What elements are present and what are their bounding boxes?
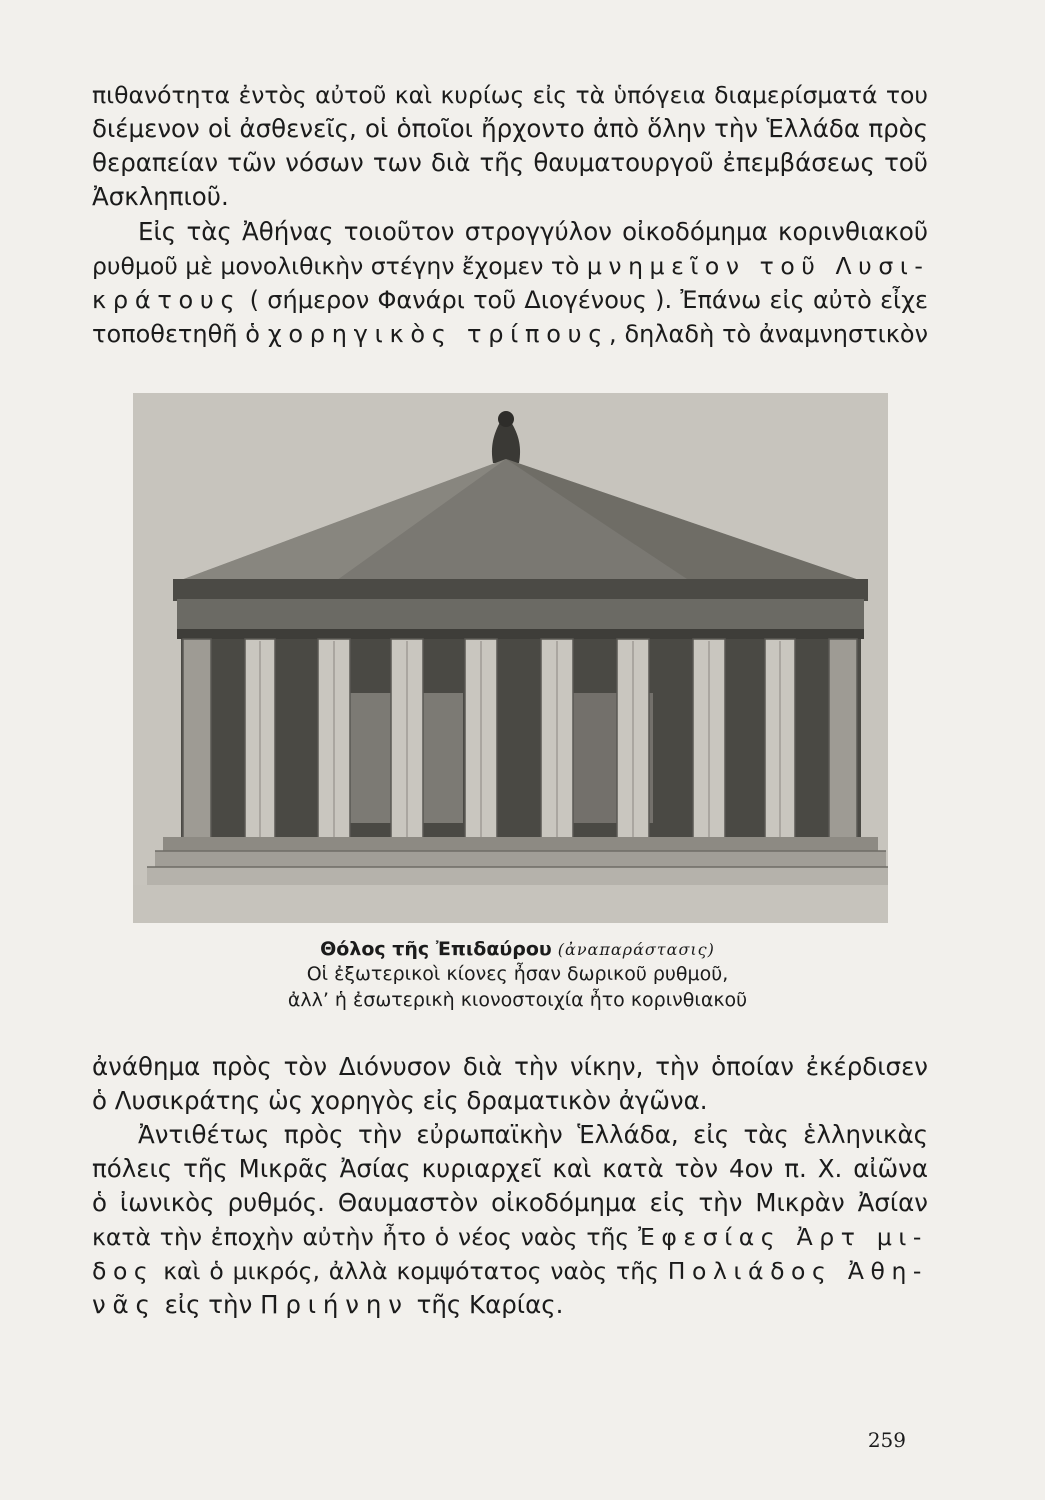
text-run: καὶ ὁ μικρός, ἀλλὰ κομψότατος ναὸς τῆς (163, 1257, 659, 1285)
text-line (92, 1220, 928, 1254)
step (147, 867, 888, 885)
cella-interior (181, 639, 861, 839)
text-line (92, 1254, 928, 1288)
text-run: ( σήμερον Φανάρι τοῦ Διογένους ). Ἐπάνω εἰς αὐτὸ εἶχε (249, 286, 928, 314)
text-run: κατὰ τὴν ἐποχὴν αὐτὴν ἦτο ὁ νέος ναὸς τῆς (92, 1223, 630, 1251)
column (183, 639, 211, 839)
caption-title: Θόλος τῆς Ἐπιδαύρου (320, 938, 552, 960)
stylobate (163, 837, 878, 851)
text-line: πόλεις τῆς Μικρᾶς Ἀσίας κυριαρχεῖ καὶ κατὰ τὸν 4ον π. Χ. αἰῶνα (92, 1154, 928, 1183)
text-line (92, 215, 928, 249)
page-number: 259 (867, 1428, 906, 1452)
spaced-term: Πολιάδος Ἀθη- (667, 1257, 928, 1285)
step (155, 851, 886, 867)
spaced-term: χορηγικὸς τρίπους (267, 320, 610, 348)
paragraph-4 (92, 1118, 928, 1322)
text-line: Ἀσκληπιοῦ. (92, 182, 229, 211)
text-line: ὁ ἰωνικὸς ρυθμός. Θαυμαστὸν οἰκοδόμημα εἰς τὴν Μικρὰν Ἀσίαν (92, 1188, 928, 1217)
tholos-illustration (133, 393, 888, 923)
cornice (173, 579, 868, 601)
architrave (177, 629, 864, 639)
frieze (177, 599, 864, 631)
text-line (92, 317, 928, 351)
text-line: ἀνάθημα πρὸς τὸν Διόνυσον διὰ τὴν νίκην, τὴν ὁποίαν ἐκέρδισεν (92, 1052, 928, 1081)
text-run: Ἀντιθέτως πρὸς τὴν εὐρωπαϊκὴν Ἑλλάδα, εἰς τὰς ἑλληνικὰς (138, 1120, 928, 1149)
figure-caption-line: Οἱ ἐξωτερικοὶ κίονες ἦσαν δωρικοῦ ρυθμοῦ, (306, 963, 729, 985)
tholos-drawing (133, 393, 888, 923)
text-line: πιθανότητα ἐντὸς αὐτοῦ καὶ κυρίως εἰς τὰ ὑπόγεια διαμερίσματά του (92, 81, 928, 109)
column (829, 639, 857, 839)
text-line: διέμενον οἱ ἀσθενεῖς, οἱ ὁποῖοι ἤρχοντο ἀπὸ ὅλην τὴν Ἑλλάδα πρὸς (92, 114, 928, 143)
spaced-term: μνημεῖον τοῦ Λυσι- (586, 252, 930, 280)
paragraph-3 (92, 1050, 928, 1118)
figure-caption-line: ἀλλ’ ἡ ἐσωτερικὴ κιονοστοιχία ἦτο κορινθιακοῦ (287, 989, 748, 1011)
paragraph-1 (92, 78, 928, 214)
text-run: Εἰς τὰς Ἀθήνας τοιοῦτον στρογγύλον οἰκοδόμημα κορινθιακοῦ (138, 217, 928, 246)
text-run: τῆς Καρίας. (416, 1290, 564, 1319)
spaced-term: Πριήνην (260, 1290, 409, 1319)
spaced-term: νᾶς (92, 1290, 157, 1319)
text-line: ὁ Λυσικράτης ὡς χορηγὸς εἰς δραματικὸν ἀγῶνα. (92, 1086, 708, 1115)
caption-note: (ἀναπαράστασις) (557, 940, 715, 959)
spaced-term: Ἐφεσίας Ἀρτ μι- (638, 1223, 928, 1251)
spaced-term: δος (92, 1257, 155, 1285)
text-line (92, 283, 928, 317)
text-run: εἰς τὴν (164, 1290, 253, 1319)
acroterion-top (498, 411, 514, 427)
paragraph-2 (92, 215, 928, 351)
ground (133, 885, 888, 923)
spaced-term: κράτους (92, 286, 242, 314)
text-line (92, 249, 928, 283)
text-line: θεραπείαν τῶν νόσων των διὰ τῆς θαυματουργοῦ ἐπεμβάσεως τοῦ (92, 148, 928, 177)
text-run: τοποθετηθῆ ὁ (92, 320, 260, 348)
text-line (92, 1118, 928, 1152)
text-line (92, 1288, 928, 1322)
text-run: ρυθμοῦ μὲ μονολιθικὴν στέγην ἔχομεν τὸ (92, 252, 580, 280)
text-run: , δηλαδὴ τὸ ἀναμνηστικὸν (609, 320, 928, 348)
figure-caption-title (130, 936, 905, 963)
